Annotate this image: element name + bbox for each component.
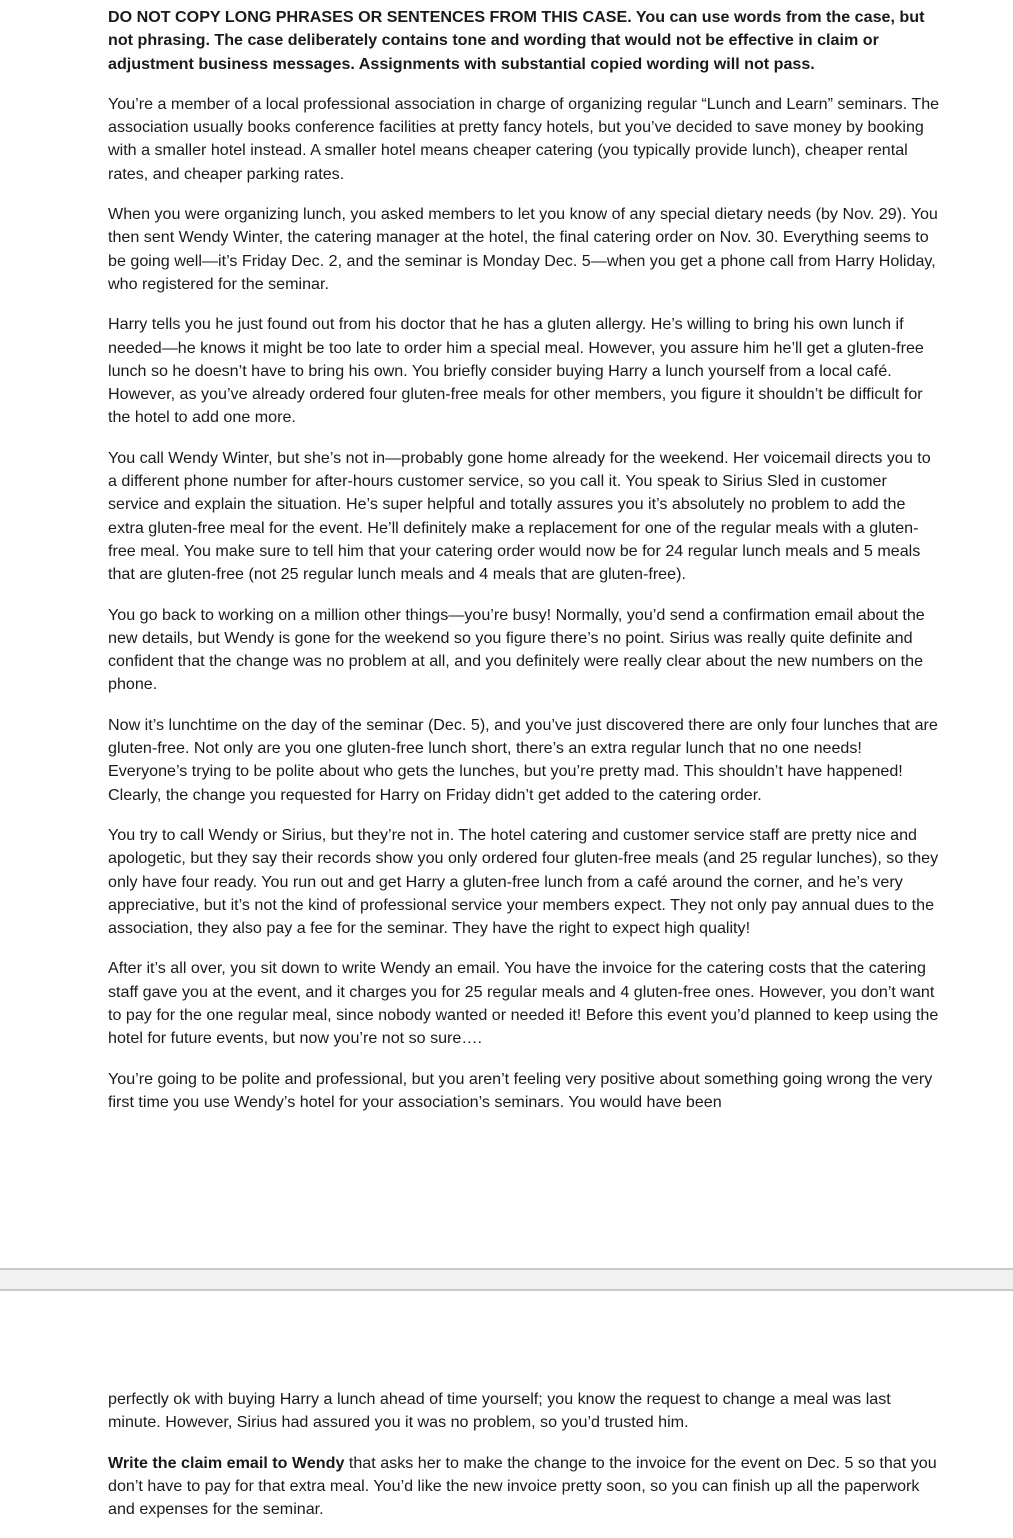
paragraph-no-confirmation: You go back to working on a million other things—you’re busy! Normally, you’d send a confirmation email about the new details, but Wendy is gone for the weekend so you figure there’s no point. Sirius was really quite definite and confident that the change was no problem at all, and you definitely were really clear about the new numbers on the phone. <box>108 605 925 694</box>
paragraph-tone: You’re going to be polite and professional, but you aren’t feeling very positive about something going wrong the very first time you use Wendy’s hotel for your association’s seminars. You would have been <box>108 1069 933 1111</box>
task-description: that asks her to make the change to the invoice for the event on Dec. 5 so that you don’t have to pay for that extra meal. You’d like the new invoice pretty soon, so you can finish up all the paperwork and expenses for the seminar. <box>108 1453 937 1519</box>
paragraph-task <box>108 1452 942 1522</box>
paragraph-lunch-order: When you were organizing lunch, you asked members to let you know of any special dietary needs (by Nov. 29). You then sent Wendy Winter, the catering manager at the hotel, the final catering order on Nov. 30. Everything seems to be going well—it’s Friday Dec. 2, and the seminar is Monday Dec. 5—when you get a phone call from Harry Holiday, who registered for the seminar. <box>108 205 938 293</box>
paragraph-sirius-call: You call Wendy Winter, but she’s not in—probably gone home already for the weekend. Her voicemail directs you to a different phone number for after-hours customer service, so you call it. You speak to Sirius Sled in customer service and explain the situation. He’s super helpful and totally assures you it’s absolutely no problem to add the extra gluten-free meal for the event. He’ll definitely make a replacement for one of the regular meals with a gluten-free meal. You make sure to tell him that your catering order would now be for 24 regular lunch meals and 5 meals that are gluten-free (not 25 regular lunch meals and 4 meals that are gluten-free). <box>108 448 931 584</box>
page-break <box>0 1268 1013 1291</box>
paragraph-seminar-day: Now it’s lunchtime on the day of the seminar (Dec. 5), and you’ve just discovered there are only four lunches that are gluten-free. Not only are you one gluten-free lunch short, there’s an extra regular lunch that no one needs! Everyone’s trying to be polite about who gets the lunches, but you’re pretty mad. This shouldn’t have happened! Clearly, the change you requested for Harry on Friday didn’t get added to the catering order. <box>108 715 938 804</box>
page-1-content <box>108 6 942 1131</box>
copy-warning: DO NOT COPY LONG PHRASES OR SENTENCES FROM THIS CASE. You can use words from the case, but not phrasing. The case deliberately contains tone and wording that would not be effective in claim or adjustment business messages. Assignments with substantial copied wording will not pass. <box>108 8 925 73</box>
document-page-2 <box>0 1291 1013 1523</box>
task-heading: Write the claim email to Wendy <box>108 1453 345 1472</box>
paragraph-intro: You’re a member of a local professional association in charge of organizing regular “Lunch and Learn” seminars. The association usually books conference facilities at pretty fancy hotels, but you’ve decided to save money by booking with a smaller hotel instead. A smaller hotel means cheaper catering (you typically provide lunch), cheaper rental rates, and cheaper parking rates. <box>108 94 940 183</box>
page-2-content <box>108 1388 942 1538</box>
paragraph-continuation: perfectly ok with buying Harry a lunch ahead of time yourself; you know the request to change a meal was last minute. However, Sirius had assured you it was no problem, so you’d trusted him. <box>108 1390 891 1432</box>
paragraph-staff-response: You try to call Wendy or Sirius, but they’re not in. The hotel catering and customer service staff are pretty nice and apologetic, but they say their records show you only ordered four gluten-free meals (and 25 regular lunches), so they only have four ready. You run out and get Harry a gluten-free lunch from a café around the corner, and he’s very appreciative, but it’s not the kind of professional service your members expect. They not only pay annual dues to the association, they also pay a fee for the seminar. They have the right to expect high quality! <box>108 825 939 938</box>
paragraph-harry-allergy: Harry tells you he just found out from his doctor that he has a gluten allergy. He’s willing to bring his own lunch if needed—he knows it might be too late to order him a special meal. However, you assure him he’ll get a gluten-free lunch so he doesn’t have to bring his own. You briefly consider buying Harry a lunch yourself from a local café. However, as you’ve already ordered four gluten-free meals for other members, you figure it shouldn’t be difficult for the hotel to add one more. <box>108 315 924 427</box>
paragraph-invoice: After it’s all over, you sit down to write Wendy an email. You have the invoice for the catering costs that the catering staff gave you at the event, and it charges you for 25 regular meals and 4 gluten-free ones. However, you don’t want to pay for the one regular meal, since nobody wanted or needed it! Before this event you’d planned to keep using the hotel for future events, but now you’re not so sure…. <box>108 959 939 1048</box>
